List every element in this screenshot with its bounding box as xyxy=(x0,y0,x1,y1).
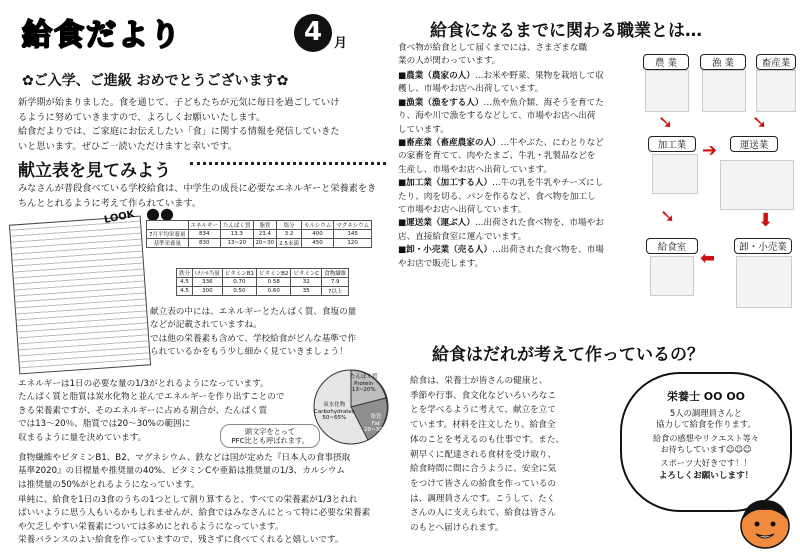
table-cell: 7.9 xyxy=(322,278,349,287)
menu-explain: 献立表の中には、エネルギーとたんぱく質、食塩の量 などが記載されていますね。 では他の栄養素も含めて、学校給食がどんな基準で作 られているかをもう少し細かく見ていきましょう！ xyxy=(150,307,357,358)
table-row xyxy=(177,269,349,278)
table-cell: 20~30 xyxy=(253,239,277,248)
nutritionist-face-icon xyxy=(736,496,794,550)
diagram-kitchen-box: 給食室 xyxy=(646,238,698,254)
job-desc: …出荷された食べ物を、市場 やお店で販売します。 xyxy=(398,245,604,269)
bubble-line4: よろしくお願いします！ xyxy=(658,471,754,481)
table-cell: たんぱく質 xyxy=(221,221,254,230)
job-desc: …お米や野菜、果物を栽培して収 穫し、市場やお店へ出荷しています。 xyxy=(398,71,604,95)
diagram-retail-box: 卸・小売業 xyxy=(734,238,792,254)
table-cell: 32 xyxy=(291,278,322,287)
arrow-left-icon: ⬅ xyxy=(700,248,716,269)
job-desc: …牛の乳を牛乳やチーズにし たり、肉を切る、パンを作るなど、食べ物を加工し て市場やお店へ出荷しています。 xyxy=(398,178,604,216)
bubble-line1: 5人の調理員さんと 協力して給食を作ります。 xyxy=(656,408,756,429)
table-cell: マグネシウム xyxy=(334,221,372,230)
diagram-livestock-box: 畜産業 xyxy=(756,54,796,70)
greeting-body: 新学期が始まりました。食を通じて、子どもたちが元気に毎日を過ごしていけ るように努めていきますので、よろしくお願いいたします。 給食だよりでは、ご家庭にお伝えしたい「食」に関する情報を発信していきた いと思います。ぜひご一読いただけますと幸いです。 xyxy=(18,97,340,152)
diagram-transport-box: 運送業 xyxy=(730,136,778,152)
job-name: ■漁業（漁をする人） xyxy=(398,97,484,108)
nutrition-table-bottom xyxy=(176,268,349,296)
table-cell: 鉄分 xyxy=(177,269,193,278)
nutrition-table-top xyxy=(146,220,372,248)
table-row xyxy=(177,278,349,287)
eyes-icon: ●● xyxy=(146,204,174,223)
who-body: 給食は、栄養士が皆さんの健康と、 季節や行事、食文化などいろいろなこ とを学べるように考えて、献立を立て ています。材料を注文したり、給食全 体のことを考えるのも仕事です。また、 朝早くに配達される食材を受け取り、 給食時間に間に合うように、安全に気 をつけて皆さんの給食を作っているの は、調理員さんです。こうして、たく さんの人に支えられて、給食は皆さん のもとへ届けられます。 xyxy=(410,376,565,534)
pfc-note: 頭文字をとって PFC比とも呼ばれます。 xyxy=(220,424,320,448)
job-item-transport xyxy=(398,217,634,244)
jobs-section-title: 給食になるまでに関わる職業とは… xyxy=(430,21,702,41)
table-cell: エネルギー xyxy=(188,221,221,230)
job-item-livestock xyxy=(398,137,634,177)
table-row xyxy=(147,230,372,239)
diagram-farm-box: 農 業 xyxy=(643,54,689,70)
cow-illustration xyxy=(756,70,796,112)
table-row xyxy=(147,239,372,248)
energy-text: エネルギーは1日の必要な量の1/3がとれるようになっています。 たんぱく質と脂質は炭水化物と並んでエネルギーを作り出すことので きる栄養素ですが、そのエネルギーに占める割合が、たんぱく質 では13～20％、脂質では20～30%の範囲に 収まるように量を決めています。 xyxy=(18,379,285,443)
table-cell: カルシウム xyxy=(301,221,333,230)
bubble-line2: 給食の感想やリクエスト等々 お待ちしています☺☺☺ xyxy=(652,433,760,454)
nutritionist-bubble xyxy=(620,372,792,512)
menu-intro: みなさんが普段食べている学校給食は、中学生の成長に必要なエネルギーと栄養素をき ちんととれるように考えて作られています。 xyxy=(18,183,377,209)
table-cell: 基準栄養量 xyxy=(147,239,189,248)
bubble-line3: スポーツ大好きです！！ xyxy=(660,458,752,468)
arrow-down-icon: ➘ xyxy=(752,112,768,133)
diagram-fish-box: 漁 業 xyxy=(700,54,746,70)
newsletter-title: 給食だより xyxy=(22,18,182,53)
title-dotted-line xyxy=(190,162,386,165)
diagram-processing-box: 加工業 xyxy=(648,136,696,152)
job-item-farm xyxy=(398,70,634,97)
job-name: ■運送業（運ぶ人） xyxy=(398,218,475,229)
closing-text: 単純に、給食を1日の3食のうちの1つとして割り算すると、すべての栄養素が1/3とれれ ばいいように思う人もいるかもしれませんが、給食ではみなさんにとって特に必要な栄養素 や欠乏しやすい栄養素については多めにとれるようになっています。 栄養バランスのよい給食を作っていますので、残さずに食べてくれると嬉しいです。 xyxy=(18,495,371,546)
jobs-list xyxy=(398,70,634,271)
table-cell: 400 xyxy=(301,230,333,239)
job-desc: …出荷された食べ物を、市場やお 店、直接給食室に運んでいます。 xyxy=(398,218,604,242)
table-cell: 145 xyxy=(334,230,372,239)
fisher-illustration xyxy=(702,70,746,112)
job-desc: …魚や魚介類、海そうを育てた り、海や川で漁をするなどして、市場やお店へ出荷 しています。 xyxy=(398,97,604,135)
job-desc: …牛やぶた、にわとりなど の家畜を育てて、肉やたまご、牛乳・乳製品などを 生産し、市場やお店へ出荷しています。 xyxy=(398,138,604,175)
pie-label-fat: 脂質 Fat 20~30% xyxy=(364,414,388,433)
job-item-retail xyxy=(398,244,634,271)
table-row xyxy=(147,221,372,230)
table-cell: 4.5 xyxy=(177,287,193,296)
menu-sheet-illustration xyxy=(9,216,151,375)
table-cell: 0.70 xyxy=(222,278,256,287)
table-cell: ビタミンB1 xyxy=(222,269,256,278)
table-cell: 塩分 xyxy=(277,221,302,230)
vitamin-text: 食物繊維やビタミンB1、B2、マグネシウム、鉄などは国が定めた『日本人の食事摂取 基準2020』の目標量や推奨量の40%、ビタミンCや亜鉛は推奨量の1/3、カルシウム は推奨量の50%がとれるようになっています。 xyxy=(18,453,351,490)
bubble-name: 栄養士 OO OO xyxy=(666,390,746,403)
table-cell: 4.5 xyxy=(177,278,193,287)
table-cell: 13~20 xyxy=(221,239,254,248)
table-cell: 35 xyxy=(291,287,322,296)
table-cell: 830 xyxy=(188,239,221,248)
table-cell: 450 xyxy=(301,239,333,248)
table-cell: 7月平均栄養量 xyxy=(147,230,189,239)
school-illustration xyxy=(650,256,694,296)
who-section-title: 給食はだれが考えて作っているの？ xyxy=(432,345,704,365)
pie-label-protein: たんぱく質 Protein 13~20% xyxy=(350,374,378,393)
arrow-down-icon: ➘ xyxy=(658,112,674,133)
table-cell: 0.58 xyxy=(257,278,291,287)
table-cell: 300 xyxy=(193,287,223,296)
job-name: ■畜産業（畜産農家の人） xyxy=(398,138,501,149)
month-unit: 月 xyxy=(334,36,348,51)
table-cell: ビタミンB2 xyxy=(257,269,291,278)
table-cell: ビタミンC xyxy=(291,269,322,278)
pfc-pie-chart xyxy=(312,368,390,446)
jobs-intro: 食べ物が給食として届くまでには、さまざまな職 業の人が関わっています。 xyxy=(398,43,588,67)
arrow-right-icon: ➔ xyxy=(702,140,718,161)
table-cell: 0.60 xyxy=(257,287,291,296)
table-cell: 2.5未満 xyxy=(277,239,302,248)
table-cell: 7以上 xyxy=(322,287,349,296)
table-cell: ﾚﾁﾉｰﾙ当量 xyxy=(193,269,223,278)
table-cell: 120 xyxy=(334,239,372,248)
arrow-down-icon: ➘ xyxy=(660,206,676,227)
table-cell: 336 xyxy=(193,278,223,287)
table-cell: 23.4 xyxy=(253,230,277,239)
table-cell: 13.3 xyxy=(221,230,254,239)
factory-illustration xyxy=(652,154,698,194)
job-name: ■加工業（加工する人） xyxy=(398,178,493,189)
table-cell: 食物繊維 xyxy=(322,269,349,278)
month-number: 4 xyxy=(304,17,323,47)
table-cell: 脂質 xyxy=(253,221,277,230)
look-label: LOOK xyxy=(103,208,136,227)
pie-label-carb: 炭水化物 Carbohydrates 50~65% xyxy=(314,402,355,421)
job-name: ■卸・小売業（売る人） xyxy=(398,245,493,256)
truck-illustration xyxy=(720,160,794,210)
greeting-headline: ✿ご入学、ご進級 おめでとうございます✿ xyxy=(22,73,289,89)
job-item-fish xyxy=(398,97,634,137)
table-cell: 834 xyxy=(188,230,221,239)
shop-illustration xyxy=(736,256,792,308)
table-cell: 0.50 xyxy=(222,287,256,296)
job-name: ■農業（農家の人） xyxy=(398,71,475,81)
month-badge xyxy=(294,14,354,54)
table-row xyxy=(177,287,349,296)
menu-section-title: 献立表を見てみよう xyxy=(18,161,171,181)
arrow-down-icon: ⬇ xyxy=(758,210,774,231)
table-cell: 3.2 xyxy=(277,230,302,239)
job-item-processing xyxy=(398,177,634,217)
farmer-illustration xyxy=(645,70,689,112)
